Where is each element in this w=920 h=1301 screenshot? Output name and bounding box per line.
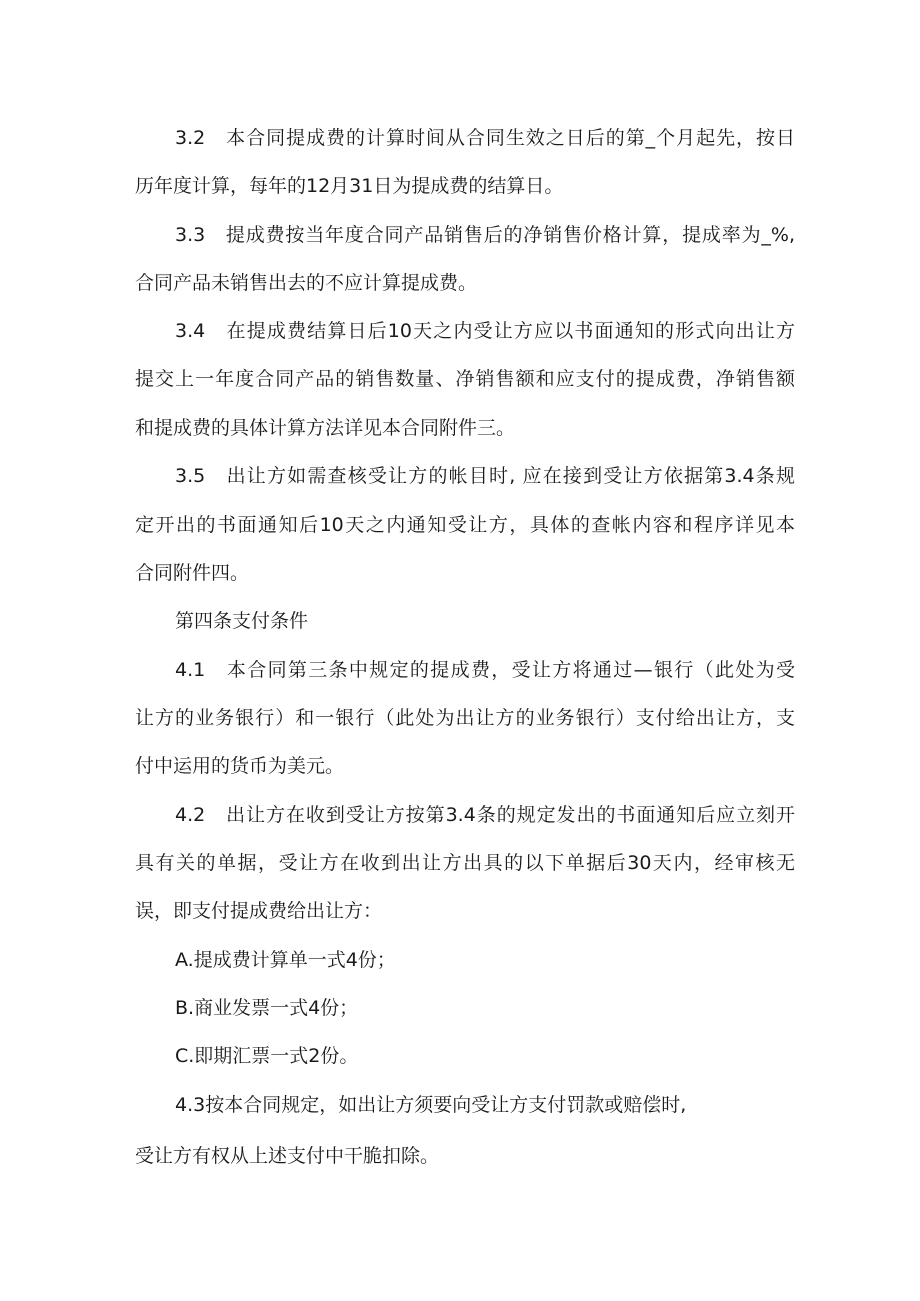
clause-4-1-line-1: 4.1 本合同第三条中规定的提成费，受让方将通过—银行（此处为受: [175, 659, 795, 681]
clause-3-5-line-1: 3.5 出让方如需查核受让方的帐目时, 应在接到受让方依据第3.4条规: [175, 465, 795, 487]
list-item-a: A.提成费计算单一式4份；: [175, 949, 396, 971]
list-item-c: C.即期汇票一式2份。: [175, 1045, 359, 1067]
clause-4-3-line-2: 受让方有权从上述支付中干脆扣除。: [135, 1145, 440, 1167]
clause-4-2-line-3: 误，即支付提成费给出让方：: [135, 900, 383, 922]
clause-3-3-line-1: 3.3 提成费按当年度合同产品销售后的净销售价格计算，提成率为_%,: [175, 224, 795, 246]
clause-3-5-line-3: 合同附件四。: [135, 562, 250, 584]
clause-4-3-line-1: 4.3按本合同规定，如出让方须要向受让方支付罚款或赔偿时,: [175, 1094, 687, 1116]
clause-3-4-line-3: 和提成费的具体计算方法详见本合同附件三。: [135, 417, 516, 439]
clause-3-5-line-2: 定开出的书面通知后10天之内通知受让方，具体的查帐内容和程序详见本: [135, 514, 795, 536]
clause-4-2-line-1: 4.2 出让方在收到受让方按第3.4条的规定发出的书面通知后应立刻开: [175, 804, 795, 826]
clause-4-2-line-2: 具有关的单据，受让方在收到出让方出具的以下单据后30天内，经审核无: [135, 852, 795, 874]
article-4-heading: 第四条支付条件: [175, 610, 309, 632]
clause-3-3-line-2: 合同产品未销售出去的不应计算提成费。: [135, 272, 478, 294]
clause-4-1-line-2: 让方的业务银行）和一银行（此处为出让方的业务银行）支付给出让方，支: [135, 707, 795, 729]
clause-3-4-line-1: 3.4 在提成费结算日后10天之内受让方应以书面通知的形式向出让方: [175, 320, 795, 342]
list-item-b: B.商业发票一式4份；: [175, 997, 359, 1019]
clause-3-4-line-2: 提交上一年度合同产品的销售数量、净销售额和应支付的提成费，净销售额: [135, 368, 795, 390]
clause-3-2-line-1: 3.2 本合同提成费的计算时间从合同生效之日后的第_个月起先，按日: [175, 127, 795, 149]
clause-4-1-line-3: 付中运用的货币为美元。: [135, 755, 345, 777]
clause-3-2-line-2: 历年度计算，每年的12月31日为提成费的结算日。: [135, 175, 564, 197]
